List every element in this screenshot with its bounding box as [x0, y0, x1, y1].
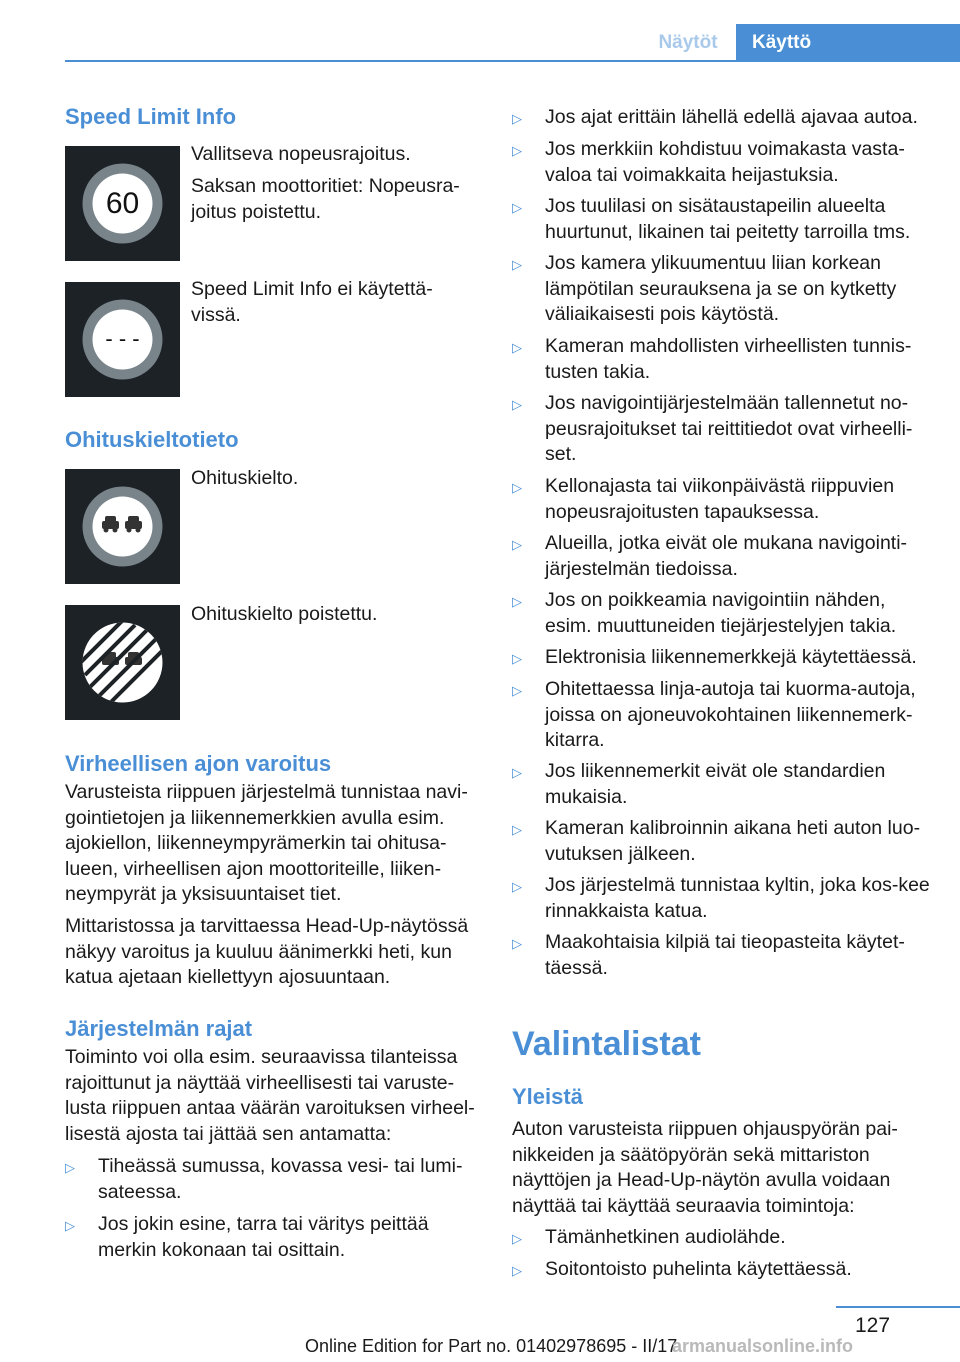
section-title-valintalistat: Valintalistat	[512, 1025, 701, 1063]
bullet-triangle-icon: ▷	[512, 480, 522, 495]
tab-naytot[interactable]: Näytöt	[658, 32, 718, 53]
limits-paragraph: Toiminto voi olla esim. seuraavissa tilanteissa rajoittunut ja näyttää virheellisesti tai varuste-lusta riippuen antaa väärän varoituksen virheel-lisestä ajosta tai jättää sen antamatta:	[65, 1046, 475, 1145]
wrong-way-paragraph-1: Varusteista riippuen järjestelmä tunnistaa navi-gointietojen ja liikennemerkkien avulla esim. ajokiellon, liikenneympyrämerkin tai ohitusa-lueen, virheellisen ajon moottoriteille, liiken-neympyrät ja yksisuuntaiset tiet.	[65, 781, 468, 905]
speed-limit-unavailable-sign-icon	[65, 282, 180, 397]
header-rule	[65, 60, 960, 62]
no-overtaking-sign-icon	[65, 469, 180, 584]
speed-limit-heading: Speed Limit Info	[65, 104, 237, 129]
bullet-triangle-icon: ▷	[512, 879, 522, 894]
sign-dashes-text: - - -	[105, 326, 140, 351]
overtaking-allowed-sign-icon	[65, 605, 180, 720]
list-item: ▷ Soitontoisto puhelinta käytettäessä.	[512, 1257, 932, 1284]
list-item: ▷ Jos on poikkeamia navigointiin nähden, esim. muuttuneiden tiejärjestelyjen takia.	[512, 588, 932, 639]
overtake-heading: Ohituskieltotieto	[65, 427, 239, 452]
sign-60-desc-2: Saksan moottoritiet: Nopeusra-joitus poistettu.	[191, 175, 460, 223]
list-item: ▷ Jos navigointijärjestelmään tallennetut no-peusrajoitukset tai reittitiedot ovat virheelli-set.	[512, 391, 932, 468]
bullet-triangle-icon: ▷	[512, 936, 522, 951]
bullet-triangle-icon: ▷	[512, 537, 522, 552]
bullet-triangle-icon: ▷	[512, 340, 522, 355]
bullet-triangle-icon: ▷	[512, 1231, 522, 1246]
list-item: ▷ Kameran mahdollisten virheellisten tunnis-tusten takia.	[512, 334, 932, 385]
list-item: ▷ Jos tuulilasi on sisätaustapeilin alueelta huurtunut, likainen tai peitetty tarroilla tms.	[512, 194, 932, 245]
list-item: ▷ Ohitettaessa linja-autoja tai kuorma-autoja, joissa on ajoneuvokohtainen liikennemerk-kitarra.	[512, 677, 932, 754]
bullet-triangle-icon: ▷	[512, 594, 522, 609]
edition-text: Online Edition for Part no. 01402978695 - II/17	[305, 1336, 678, 1356]
list-item: ▷ Jos ajat erittäin lähellä edellä ajavaa autoa.	[512, 105, 932, 132]
list-item: ▷ Tämänhetkinen audiolähde.	[512, 1225, 932, 1252]
speed-limit-60-sign-icon	[65, 146, 180, 261]
list-item: ▷ Jos jokin esine, tarra tai väritys peittää merkin kokonaan tai osittain.	[65, 1212, 480, 1263]
watermark: armanualsonline.info	[672, 1336, 854, 1356]
list-item: ▷ Tiheässä sumussa, kovassa vesi- tai lumi-sateessa.	[65, 1154, 480, 1205]
sign-60-desc-1: Vallitseva nopeusrajoitus.	[191, 143, 411, 165]
bullet-triangle-icon: ▷	[512, 1263, 522, 1278]
bullet-triangle-icon: ▷	[65, 1160, 75, 1175]
bullet-triangle-icon: ▷	[512, 397, 522, 412]
tab-kaytto[interactable]: Käyttö	[736, 24, 960, 62]
list-item: ▷ Kellonajasta tai viikonpäivästä riippuvien nopeusrajoitusten tapauksessa.	[512, 474, 932, 525]
sign-60-text: 60	[105, 187, 140, 220]
sign-unavailable-desc: Speed Limit Info ei käytettä-vissä.	[191, 278, 433, 326]
bullet-triangle-icon: ▷	[512, 765, 522, 780]
wrong-way-paragraph-2: Mittaristossa ja tarvittaessa Head-Up-näytössä näkyy varoitus ja kuuluu äänimerkki heti, kun katua ajetaan kiellettyyn ajosuuntaan.	[65, 915, 469, 988]
bullet-triangle-icon: ▷	[512, 257, 522, 272]
list-item: ▷ Jos kamera ylikuumentuu liian korkean lämpötilan seurauksena ja se on kytketty väliaikaisesti pois käytöstä.	[512, 251, 932, 328]
list-item: ▷ Jos järjestelmä tunnistaa kyltin, joka kos-kee rinnakkaista katua.	[512, 873, 932, 924]
bullet-triangle-icon: ▷	[512, 111, 522, 126]
no-overtaking-desc: Ohituskielto.	[191, 467, 299, 489]
limits-heading: Järjestelmän rajat	[65, 1016, 253, 1041]
bullet-triangle-icon: ▷	[512, 651, 522, 666]
footer-rule	[836, 1306, 960, 1308]
bullet-triangle-icon: ▷	[512, 200, 522, 215]
list-item: ▷ Alueilla, jotka eivät ole mukana navigointi-järjestelmän tiedoissa.	[512, 531, 932, 582]
wrong-way-heading: Virheellisen ajon varoitus	[65, 751, 332, 776]
list-item: ▷ Elektronisia liikennemerkkejä käytettäessä.	[512, 645, 932, 672]
list-item: ▷ Maakohtaisia kilpiä tai tieopasteita käytet-täessä.	[512, 930, 932, 981]
list-item: ▷ Jos merkkiin kohdistuu voimakasta vasta-valoa tai voimakkaita heijastuksia.	[512, 137, 932, 188]
bullet-triangle-icon: ▷	[65, 1218, 75, 1233]
bullet-triangle-icon: ▷	[512, 822, 522, 837]
page-number: 127	[855, 1314, 891, 1337]
general-heading: Yleistä	[512, 1084, 583, 1109]
list-item: ▷ Kameran kalibroinnin aikana heti auton luo-vutuksen jälkeen.	[512, 816, 932, 867]
bullet-triangle-icon: ▷	[512, 143, 522, 158]
list-item: ▷ Jos liikennemerkit eivät ole standardien mukaisia.	[512, 759, 932, 810]
general-paragraph: Auton varusteista riippuen ohjauspyörän pai-nikkeiden ja säätöpyörän sekä mittariston näyttöjen ja Head-Up-näytön avulla voidaan näyttää tai käyttää seuraavia toimintoja:	[512, 1118, 898, 1217]
bullet-triangle-icon: ▷	[512, 683, 522, 698]
overtaking-allowed-desc: Ohituskielto poistettu.	[191, 603, 378, 625]
